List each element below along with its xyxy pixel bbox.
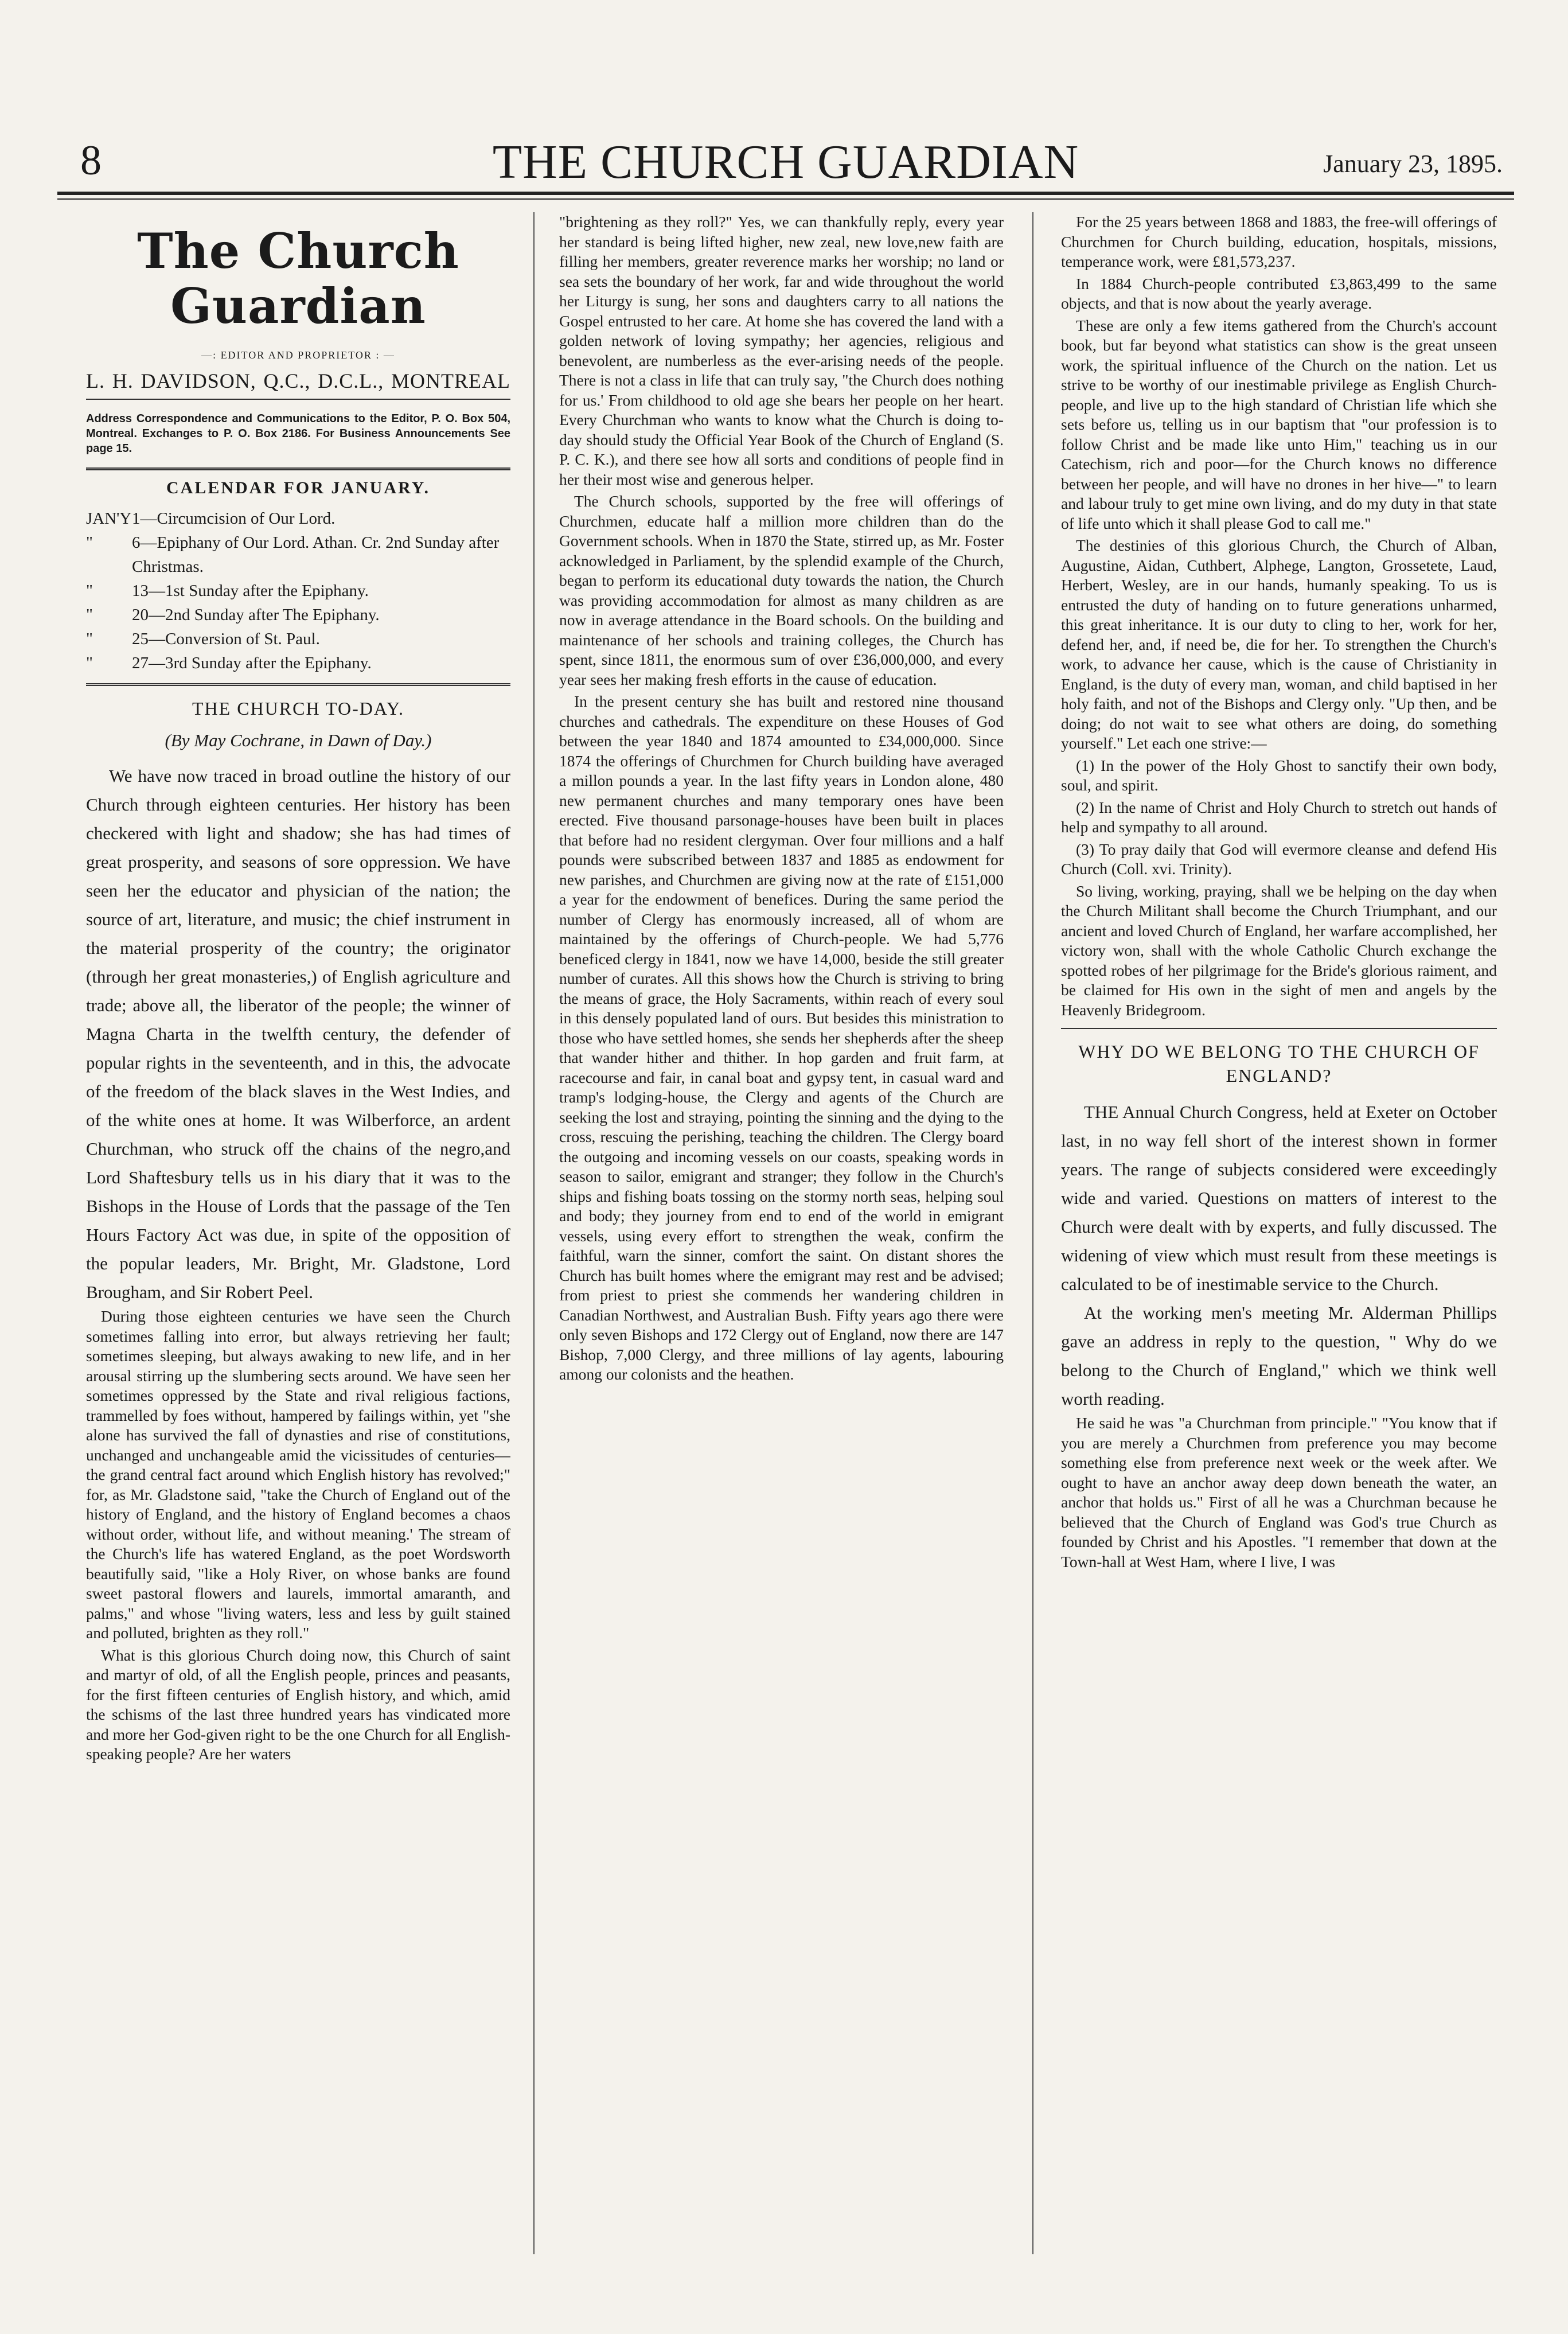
- paper-title: THE CHURCH GUARDIAN: [492, 135, 1079, 189]
- article-paragraph: The Church schools, supported by the free will offerings of Churchmen, educate half a million more children than do the Government schools. When in 1870 the State, stirred up, as Mr. Foster acknowledged in Parliament, by the splendid example of the Church, began to perform its educational duty towards the nation, the Church was providing accommodation for almost as many children as are now in average attendance in the Board schools. On the building and maintenance of her schools and training colleges, the Church has spent, since 1811, the enormous sum of over £36,000,000, and every year sees her making fresh efforts in the cause of education.: [559, 492, 1004, 688]
- column-1: [86, 212, 510, 2266]
- calendar-list: [86, 506, 510, 675]
- calendar-mark: ": [86, 605, 93, 624]
- article-paragraph: During those eighteen centuries we have seen the Church sometimes falling into error, but always retrieving her fault; sometimes sleeping, but always awaking to new life, and in her arousal stirring up the slumbering sects around. We have seen her sometimes oppressed by the State and rival religious factions, trammelled by foes without, hampered by failings within, yet "she alone has survived the fall of dynasties and rise of constitutions, unchanged and unchangeable amid the vicissitudes of centuries—the grand central fact around which English history has revolved;" for, as Mr. Gladstone said, "take the Church of England out of the history of England, and the history of England becomes a chaos without order, without life, and without meaning.' The stream of the Church's life has watered England, as the poet Wordsworth beautifully said, "like a Holy River, on whose banks are found sweet pastoral flowers and laurels, immortal amaranth, and palms," and whose "living waters, less and less by guilt stained and polluted, brighten as they roll.": [86, 1307, 510, 1642]
- page-number: 8: [80, 137, 102, 184]
- calendar-item: [86, 603, 510, 627]
- article-paragraph: So living, working, praying, shall we be helping on the day when the Church Militant shall become the Church Triumphant, and our ancient and loved Church of England, her warfare accomplished, her victory won, shall with the whole Catholic Church exchange the spotted robes of her pilgrimage for the Bride's glorious raiment, and be claimed for His own in the sight of men and angels by the Heavenly Bridegroom.: [1061, 882, 1497, 1019]
- page-header: [57, 132, 1514, 187]
- calendar-text: 1—Circumcision of Our Lord.: [132, 509, 336, 528]
- article-intro: [86, 762, 510, 1307]
- article-heading: WHY DO WE BELONG TO THE CHURCH OF ENGLAND?: [1078, 1041, 1480, 1086]
- calendar-heading: CALENDAR FOR JANUARY.: [166, 478, 431, 497]
- address-note: Address Correspondence and Communications to the Editor, P. O. Box 504, Montreal. Exchanges to P. O. Box 2186. For Business Announcements See page 15.: [86, 412, 510, 455]
- divider: [86, 399, 510, 400]
- article-paragraph: In 1884 Church-people contributed £3,863,499 to the same objects, and that is now about the yearly average.: [1061, 274, 1497, 312]
- calendar-item: [86, 531, 510, 579]
- calendar-text: 27—3rd Sunday after the Epiphany.: [132, 653, 372, 672]
- article-paragraph: THE Annual Church Congress, held at Exeter on October last, in no way fell short of the interest shown in former years. The range of subjects considered were exceedingly wide and varied. Questions on matters of interest to the Church were dealt with by experts, and fully discussed. The widening of view which must result from these meetings is calculated to be of inestimable service to the Church.: [1061, 1102, 1497, 1294]
- article-paragraph: What is this glorious Church doing now, this Church of saint and martyr of old, of all the English people, princes and peasants, for the first fifteen centuries of English history, and which, amid the schisms of the last three hundred years has vindicated more and more her God-given right to be the one Church for all English-speaking people? Are her waters: [86, 1646, 510, 1763]
- article-heading: THE CHURCH TO-DAY.: [192, 698, 404, 719]
- article-paragraph: We have now traced in broad outline the history of our Church through eighteen centuries. Her history has been checkered with light and shadow; she has had times of great prosperity, and seasons of sore oppression. We have seen her the educator and physician of the nation; the source of art, literature, and music; the chief instrument in the material prosperity of the country; the originator (through her great monasteries,) of English agriculture and trade; above all, the liberator of the people; the winner of Magna Charta in the twelfth century, the defender of popular rights in the seventeenth, and in this, the advocate of the freedom of the black slaves in the West Indies, and of the white ones at home. It was Wilberforce, an ardent Churchman, who struck off the chains of the negro,and Lord Shaftesbury tells us in his diary that it was to the Bishops in the House of Lords that the passage of the Ten Hours Factory Act was due, in spite of the opposition of the popular leaders, Mr. Bright, Mr. Gladstone, Lord Brougham, and Sir Robert Peel.: [86, 766, 510, 1302]
- issue-date: January 23, 1895.: [1323, 150, 1503, 178]
- calendar-mark: ": [86, 581, 93, 600]
- calendar-item: [86, 506, 510, 531]
- article-paragraph: (1) In the power of the Holy Ghost to sanctify their own body, soul, and spirit.: [1061, 756, 1497, 794]
- article-paragraph: The destinies of this glorious Church, the Church of Alban, Augustine, Aidan, Cuthbert, Alphege, Langton, Grossetete, Laud, Herbert, Wesley, are in our hands, humanly speaking. To us is entrusted the duty of handing on to future generations unharmed, this great inheritance. It is our duty to cling to her, work for her, defend her, and, if need be, die for her. To strengthen the Church's work, to advance her cause, which is the cause of Christianity in England, is the duty of every man, woman, and child baptised in her holy faith, and not of the Bishops and Clergy only. "Up then, and be doing; do not wait to see what others are doing, do something yourself." Let each one strive:—: [1061, 536, 1497, 752]
- article-paragraph: At the working men's meeting Mr. Alderman Phillips gave an address in reply to the question, " Why do we belong to the Church of England," which we think well worth reading.: [1061, 1303, 1497, 1409]
- header-rule: [57, 192, 1514, 195]
- calendar-item: [86, 579, 510, 603]
- masthead-title: The Church Guardian: [137, 223, 459, 334]
- editor-name: L. H. DAVIDSON, Q.C., D.C.L., MONTREAL: [86, 369, 510, 392]
- calendar-text: 13—1st Sunday after the Epiphany.: [132, 581, 369, 600]
- calendar-mark: ": [86, 629, 93, 648]
- calendar-item: [86, 627, 510, 651]
- column-divider: [533, 212, 535, 2254]
- article-paragraph: These are only a few items gathered from the Church's account book, but far beyond what statistics can show is the great unseen work, the spiritual influence of the Church on the nation. Let us strive to be worthy of our inestimable privilege as English Church-people, and live up to the high standard of Christian life which she sets before us, telling us in our baptism that "our profession is to follow Christ and be made like unto Him," teaching us in our Catechism, rich and poor—for the Church knows no difference between her people, and will have no drones in her hive—" to learn and labour truly to get mine own living, and do my duty in that state of life unto which it shall please God to call me.": [1061, 316, 1497, 532]
- article-paragraph: (3) To pray daily that God will evermore cleanse and defend His Church (Coll. xvi. Trinity).: [1061, 840, 1497, 878]
- article-byline: (By May Cochrane, in Dawn of Day.): [165, 730, 432, 750]
- article-paragraph: In the present century she has built and restored nine thousand churches and cathedrals. The expenditure on these Houses of God between the year 1840 and 1874 amounted to £34,000,000. Since 1874 the offerings of Churchmen for Church building have averaged a millon pounds a year. In the last fifty years in London alone, 480 new permanent churches and many temporary ones have been erected. Five thousand parsonage-houses have been built in places that before had no resident clergyman. Over four millions and a half pounds were subscribed between 1837 and 1885 as endowment for new parishes, and Churchmen are giving now at the rate of £151,000 a year for the endowment of benefices. During the same period the number of Clergy has enormously increased, all of whom are maintained by the offerings of Church-people. We had 5,776 beneficed clergy in 1841, now we have 14,000, beside the still greater number of curates. All this shows how the Church is striving to bring the means of grace, the Holy Sacraments, within reach of every soul in this densely populated land of ours. But besides this ministration to those who have settled homes, she sends her shepherds after the sheep that wander hither and thither. In hop garden and fruit farm, at racecourse and fair, in canal boat and gypsy tent, in casual ward and tramp's lodging-house, the Clergy and agents of the Church are seeking the lost and straying, pointing the sinning and the dying to the cross, rescuing the perishing, teaching the children. The Clergy board the outgoing and incoming vessels on our coasts, speaking words in season to sailor, emigrant and stranger; they follow in the Church's ships and fishing boats tossing on the stormy north seas, helping soul and body; they journey from end to end of the world in emigrant vessels, using every effort to strengthen the weak, confirm the faithful, warn the sinner, comfort the saint. On distant shores the Church has built homes where the emigrant may rest and be advised; from priest to priest she commends her wandering children in Canadian Northwest, and Australian Bush. Fifty years ago there were only seven Bishops and 172 Clergy out of England, now there are 147 Bishop, 7,000 Clergy, and three millions of lay agents, labouring among our colonists and the heathen.: [559, 692, 1004, 1383]
- calendar-text: 25—Conversion of St. Paul.: [132, 629, 320, 648]
- editor-line: —: EDITOR AND PROPRIETOR : —: [201, 349, 395, 361]
- article-paragraph: "brightening as they roll?" Yes, we can thankfully reply, every year her standard is being lifted higher, new zeal, new love,new faith are filling her members, greater reverence marks her worship; no land or sea sets the boundary of her work, far and wide throughout the world her Liturgy is sung, her sons and daughters carry to all nations the Gospel entrusted to her care. At home she has covered the land with a golden network of loving sympathy; her agencies, religious and benevolent, are numberless as the ever-arising needs of the people. There is not a class in life that can truly say, "the Church does nothing for us.' From childhood to old age she bears her people on her heart. Every Churchman who wants to know what the Church is doing to-day should study the Official Year Book of the Church of England (S. P. C. K.), and there see how all sorts and conditions of people find in her their most wise and generous helper.: [559, 213, 1004, 488]
- column-divider: [1032, 212, 1033, 2254]
- article-intro: [1061, 1098, 1497, 1413]
- divider: [86, 683, 510, 686]
- calendar-text: 20—2nd Sunday after The Epiphany.: [132, 605, 380, 624]
- calendar-text: 6—Epiphany of Our Lord. Athan. Cr. 2nd Sunday after Christmas.: [132, 533, 500, 576]
- calendar-mark: ": [86, 533, 93, 552]
- header-rule-thin: [57, 198, 1514, 200]
- calendar-mark: JAN'Y: [86, 509, 132, 528]
- divider: [86, 467, 510, 470]
- calendar-mark: ": [86, 653, 93, 672]
- calendar-item: [86, 651, 510, 675]
- column-3: [1061, 212, 1497, 2266]
- column-2: [559, 212, 1004, 2266]
- divider: [1061, 1028, 1497, 1029]
- article-paragraph: (2) In the name of Christ and Holy Church to stretch out hands of help and sympathy to all around.: [1061, 798, 1497, 836]
- article-paragraph: For the 25 years between 1868 and 1883, the free-will offerings of Churchmen for Church building, education, hospitals, missions, temperance work, were £81,573,237.: [1061, 213, 1497, 270]
- article-paragraph: He said he was "a Churchman from principle." "You know that if you are merely a Churchmen from preference you may become something else from preference next week or the week after. We ought to have an anchor away deep down beneath the water, an anchor that holds us." First of all he was a Churchman because he believed that the Church of England was God's true Church as founded by Christ and his Apostles. "I remember that down at the Town-hall at West Ham, where I live, I was: [1061, 1414, 1497, 1571]
